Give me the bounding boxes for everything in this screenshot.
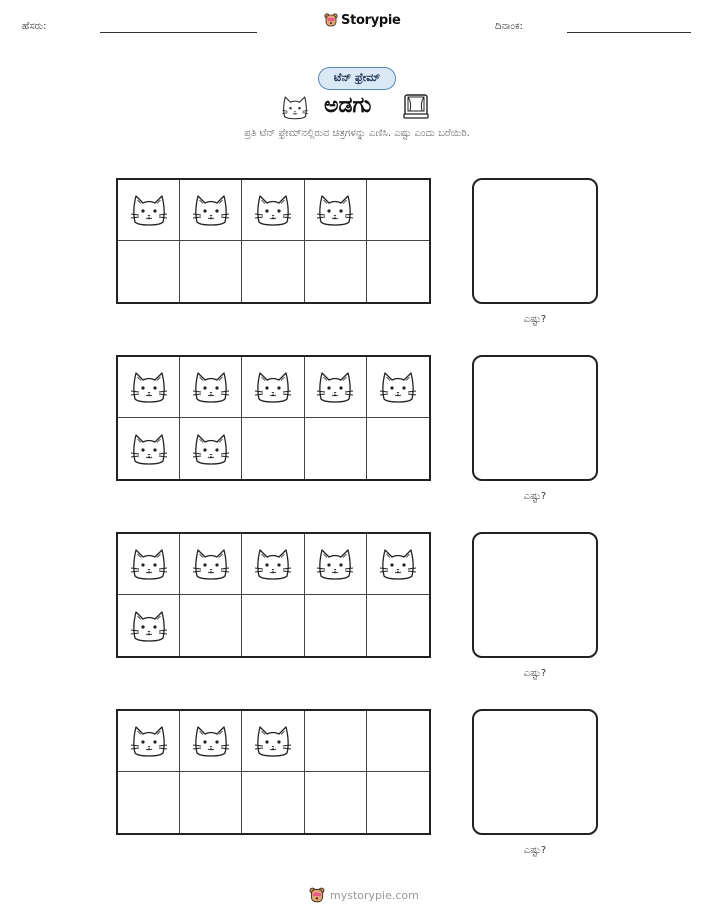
- ten-frame-cell: [118, 772, 180, 833]
- ten-frame-cell: [180, 595, 242, 656]
- ten-frame-cell: [305, 595, 367, 656]
- ten-frame: [116, 178, 431, 304]
- ten-frame-cell: [180, 180, 242, 241]
- ten-frame-cell: [180, 241, 242, 302]
- ten-frame-cell: [367, 595, 429, 656]
- date-label: ದಿನಾಂಕ:: [495, 21, 523, 32]
- ten-frame-cell: [180, 418, 242, 479]
- title-row: [280, 93, 430, 123]
- ten-frame-cell: [242, 418, 304, 479]
- worksheet-header: [0, 0, 714, 50]
- cat-icon: [253, 192, 293, 228]
- answer-box[interactable]: [472, 532, 598, 658]
- how-many-label: ಎಷ್ಟು?: [523, 491, 547, 502]
- how-many-label: ಎಷ್ಟು?: [523, 314, 547, 325]
- ten-frame: [116, 355, 431, 481]
- cat-icon: [378, 546, 418, 582]
- ten-frame-cell: [180, 772, 242, 833]
- ten-frame-cell: [118, 534, 180, 595]
- storypie-logo: [324, 12, 401, 28]
- ten-frame-cell: [180, 357, 242, 418]
- cat-icon: [191, 723, 231, 759]
- ten-frame: [116, 709, 431, 835]
- logo-text: Storypie: [341, 12, 401, 28]
- ten-frame-cell: [118, 595, 180, 656]
- cat-icon: [315, 192, 355, 228]
- ten-frame-cell: [242, 711, 304, 772]
- ten-frame-cell: [242, 357, 304, 418]
- ten-frame-cell: [367, 180, 429, 241]
- cat-icon: [129, 723, 169, 759]
- ten-frame-badge: ಟೆನ್ ಫ್ರೇಮ್: [318, 67, 396, 90]
- instructions: ಪ್ರತಿ ಟೆನ್ ಫ್ರೇಮ್‌ನಲ್ಲಿರುವ ಚಿತ್ರಗಳನ್ನು ಎಣಿಸಿ. ಎಷ್ಟು ಎಂದು ಬರೆಯಿರಿ.: [244, 128, 470, 139]
- ten-frame-cell: [180, 711, 242, 772]
- cat-icon: [129, 369, 169, 405]
- ten-frame-cell: [305, 418, 367, 479]
- cat-icon: [315, 546, 355, 582]
- footer: [309, 886, 419, 904]
- cat-icon: [129, 546, 169, 582]
- cat-icon: [253, 546, 293, 582]
- cat-icon: [253, 723, 293, 759]
- ten-frame-cell: [180, 534, 242, 595]
- cat-icon: [253, 369, 293, 405]
- ten-frame-cell: [367, 357, 429, 418]
- ten-frame-cell: [367, 534, 429, 595]
- ten-frame-cell: [118, 711, 180, 772]
- cat-icon: [280, 94, 310, 121]
- ten-frame-cell: [305, 711, 367, 772]
- ten-frame-cell: [242, 595, 304, 656]
- cat-icon: [191, 192, 231, 228]
- ten-frame-cell: [367, 241, 429, 302]
- cat-icon: [191, 546, 231, 582]
- answer-box[interactable]: [472, 355, 598, 481]
- ten-frame-cell: [242, 180, 304, 241]
- ten-frame-cell: [118, 180, 180, 241]
- answer-box[interactable]: [472, 178, 598, 304]
- ten-frame-cell: [367, 772, 429, 833]
- cat-icon: [129, 608, 169, 644]
- name-line: [100, 32, 257, 33]
- ten-frame-cell: [305, 241, 367, 302]
- cat-icon: [129, 192, 169, 228]
- cat-icon: [315, 369, 355, 405]
- ten-frame-cell: [118, 357, 180, 418]
- cat-icon: [191, 431, 231, 467]
- footer-url: mystorypie.com: [330, 888, 419, 902]
- ten-frame-cell: [367, 711, 429, 772]
- bear-icon: [309, 886, 325, 904]
- date-line: [567, 32, 691, 33]
- ten-frame-cell: [242, 241, 304, 302]
- ten-frame-cell: [242, 534, 304, 595]
- bear-icon: [324, 12, 338, 28]
- ten-frame-cell: [305, 357, 367, 418]
- ten-frame-cell: [305, 180, 367, 241]
- ten-frame-cell: [305, 772, 367, 833]
- how-many-label: ಎಷ್ಟು?: [523, 668, 547, 679]
- how-many-label: ಎಷ್ಟು?: [523, 845, 547, 856]
- cat-icon: [191, 369, 231, 405]
- ten-frame-cell: [305, 534, 367, 595]
- ten-frame-cell: [118, 241, 180, 302]
- ten-frame: [116, 532, 431, 658]
- ten-frame-cell: [367, 418, 429, 479]
- answer-box[interactable]: [472, 709, 598, 835]
- hideout-icon: [402, 93, 430, 121]
- ten-frame-cell: [242, 772, 304, 833]
- ten-frame-cell: [118, 418, 180, 479]
- page-title: ಅಡಗು: [324, 93, 372, 118]
- cat-icon: [129, 431, 169, 467]
- name-label: ಹೆಸರು:: [22, 21, 47, 32]
- cat-icon: [378, 369, 418, 405]
